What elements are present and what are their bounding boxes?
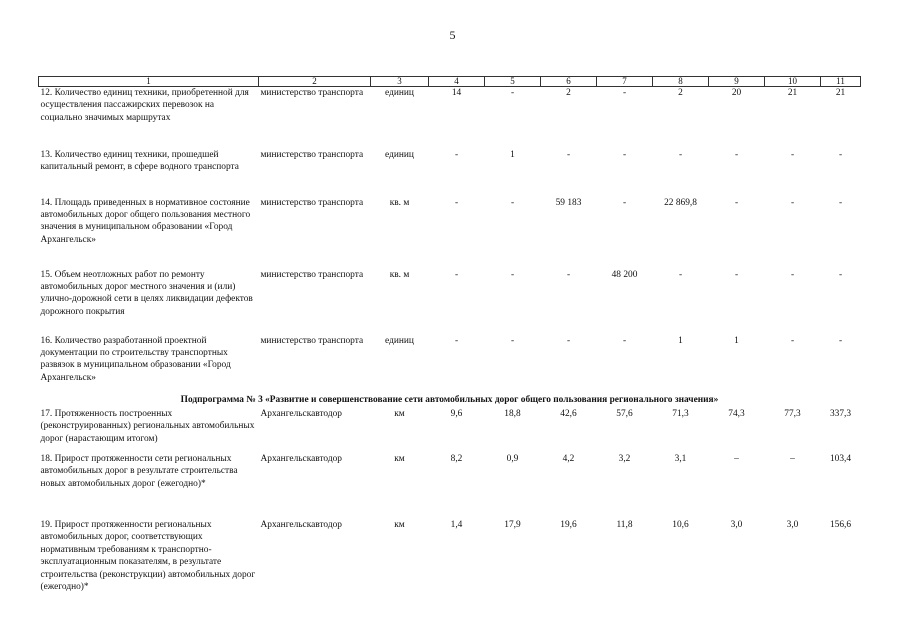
- indicator-name: 12. Количество единиц техники, приобретенной для осуществления пассажирских перевозок на социально значимых маршрутах: [40, 88, 249, 123]
- indicator-value: 17,9: [504, 519, 521, 530]
- indicator-value: -: [622, 197, 627, 208]
- unit-of-measure: км: [394, 453, 405, 464]
- column-number: 5: [485, 77, 541, 87]
- unit-of-measure: единиц: [385, 149, 414, 160]
- column-number: 11: [821, 77, 861, 87]
- unit-of-measure: единиц: [385, 88, 414, 98]
- indicator-value: -: [678, 149, 683, 160]
- indicator-name: 19. Прирост протяженности региональных автомобильных дорог, соответствующих нормативным требованиям к транспортно-эксплуатационным показателям, в результате строительства (реконструкции) автомобильных дорог (ежегодно)*: [40, 519, 256, 592]
- indicator-value: 77,3: [784, 408, 801, 419]
- indicator-name: 15. Объем неотложных работ по ремонту автомобильных дорог местного значения и (или) улично-дорожной сети в целях ликвидации дефектов дорожного покрытия: [40, 269, 253, 317]
- indicator-value: 3,0: [786, 519, 799, 530]
- responsible-executor: министерство транспорта: [260, 335, 364, 346]
- indicator-value: -: [566, 269, 571, 280]
- indicator-value: 1,4: [450, 519, 463, 530]
- indicator-value: 1: [510, 149, 515, 160]
- indicator-name: 16. Количество разработанной проектной документации по строительству транспортных развязок в муниципальном образовании «Город Архангельск»: [40, 335, 231, 383]
- indicator-value: 74,3: [728, 408, 745, 419]
- column-number-row: [39, 77, 861, 87]
- indicator-value: 71,3: [672, 408, 689, 419]
- responsible-executor: Архангельскавтодор: [260, 519, 342, 530]
- indicator-value: –: [790, 453, 795, 464]
- page-number: 5: [449, 28, 456, 42]
- indicator-name: 18. Прирост протяженности сети региональных автомобильных дорог в результате строительства новых автомобильных дорог (ежегодно)*: [40, 453, 238, 489]
- responsible-executor: Архангельскавтодор: [260, 453, 342, 464]
- indicator-name: 17. Протяженность построенных (реконструированных) региональных автомобильных дорог (нарастающим итогом): [40, 408, 255, 444]
- indicator-value: 2: [566, 88, 571, 98]
- indicator-value: 11,8: [616, 519, 633, 530]
- indicator-value: -: [454, 197, 459, 208]
- column-number: 8: [653, 77, 709, 87]
- column-number: 4: [429, 77, 485, 87]
- indicator-value: -: [566, 335, 571, 346]
- indicator-value: 59 183: [555, 197, 582, 208]
- indicator-value: -: [622, 88, 627, 98]
- indicator-value: 18,8: [504, 408, 521, 419]
- indicator-row: [39, 87, 861, 149]
- indicator-value: 10,6: [672, 519, 689, 530]
- indicator-value: -: [790, 335, 795, 346]
- indicator-value: 21: [835, 88, 846, 98]
- indicator-value: -: [790, 149, 795, 160]
- indicator-value: -: [622, 149, 627, 160]
- indicator-value: 57,6: [616, 408, 633, 419]
- indicator-value: 20: [731, 88, 742, 98]
- unit-of-measure: км: [394, 408, 405, 419]
- indicator-value: -: [838, 197, 843, 208]
- indicator-value: 19,6: [560, 519, 577, 530]
- indicator-value: -: [454, 335, 459, 346]
- indicator-value: -: [790, 269, 795, 280]
- indicator-row: [39, 269, 861, 335]
- column-number: 7: [597, 77, 653, 87]
- responsible-executor: Архангельскавтодор: [260, 408, 342, 419]
- indicator-value: 8,2: [450, 453, 463, 464]
- indicator-value: 3,2: [618, 453, 631, 464]
- indicator-value: 21: [787, 88, 798, 98]
- column-number: 2: [259, 77, 371, 87]
- indicator-row: [39, 453, 861, 519]
- indicator-value: -: [838, 149, 843, 160]
- indicator-row: [39, 197, 861, 269]
- indicator-value: 9,6: [450, 408, 463, 419]
- indicator-value: 337,3: [829, 408, 852, 419]
- indicator-value: 4,2: [562, 453, 575, 464]
- indicator-value: -: [734, 269, 739, 280]
- unit-of-measure: кв. м: [389, 269, 410, 280]
- indicator-name: 13. Количество единиц техники, прошедшей капитальный ремонт, в сфере водного транспорта: [40, 149, 239, 172]
- indicator-row: [39, 149, 861, 197]
- indicator-value: -: [678, 269, 683, 280]
- column-number: 3: [371, 77, 429, 87]
- indicator-value: -: [734, 149, 739, 160]
- indicator-value: -: [510, 335, 515, 346]
- indicator-value: 3,1: [674, 453, 687, 464]
- indicator-value: -: [510, 88, 515, 98]
- indicator-value: -: [622, 335, 627, 346]
- unit-of-measure: км: [394, 519, 405, 530]
- indicator-value: -: [454, 269, 459, 280]
- indicator-value: –: [734, 453, 739, 464]
- indicator-value: -: [790, 197, 795, 208]
- indicator-value: -: [838, 335, 843, 346]
- indicator-name: 14. Площадь приведенных в нормативное состояние автомобильных дорог общего пользования местного значения в муниципальном образовании «Город Архангельск»: [40, 197, 251, 245]
- indicator-row: [39, 335, 861, 385]
- subprogram-heading-row: [39, 385, 861, 408]
- indicator-value: -: [734, 197, 739, 208]
- subprogram-title: Подпрограмма № 3 «Развитие и совершенствование сети автомобильных дорог общего пользования регионального значения»: [180, 394, 719, 405]
- indicator-value: 103,4: [829, 453, 852, 464]
- indicator-value: 14: [451, 88, 462, 98]
- indicator-value: -: [454, 149, 459, 160]
- indicator-row: [39, 408, 861, 453]
- responsible-executor: министерство транспорта: [260, 197, 364, 208]
- indicator-value: 156,6: [829, 519, 852, 530]
- responsible-executor: министерство транспорта: [260, 269, 364, 280]
- indicator-row: [39, 519, 861, 599]
- indicator-value: 1: [734, 335, 739, 346]
- table-header: [39, 77, 861, 87]
- indicator-value: 42,6: [560, 408, 577, 419]
- column-number: 9: [709, 77, 765, 87]
- indicator-value: 48 200: [611, 269, 638, 280]
- indicator-value: -: [838, 269, 843, 280]
- indicator-value: 3,0: [730, 519, 743, 530]
- unit-of-measure: единиц: [385, 335, 414, 346]
- responsible-executor: министерство транспорта: [260, 88, 364, 98]
- indicator-value: -: [510, 269, 515, 280]
- indicator-value: 0,9: [506, 453, 519, 464]
- responsible-executor: министерство транспорта: [260, 149, 364, 160]
- indicator-value: 1: [678, 335, 683, 346]
- column-number: 6: [541, 77, 597, 87]
- indicators-table: [38, 76, 861, 599]
- indicator-value: 2: [678, 88, 683, 98]
- column-number: 1: [39, 77, 259, 87]
- indicator-value: 22 869,8: [664, 197, 697, 208]
- column-number: 10: [765, 77, 821, 87]
- table-body: [39, 87, 861, 599]
- unit-of-measure: кв. м: [389, 197, 410, 208]
- indicator-value: -: [566, 149, 571, 160]
- indicator-value: -: [510, 197, 515, 208]
